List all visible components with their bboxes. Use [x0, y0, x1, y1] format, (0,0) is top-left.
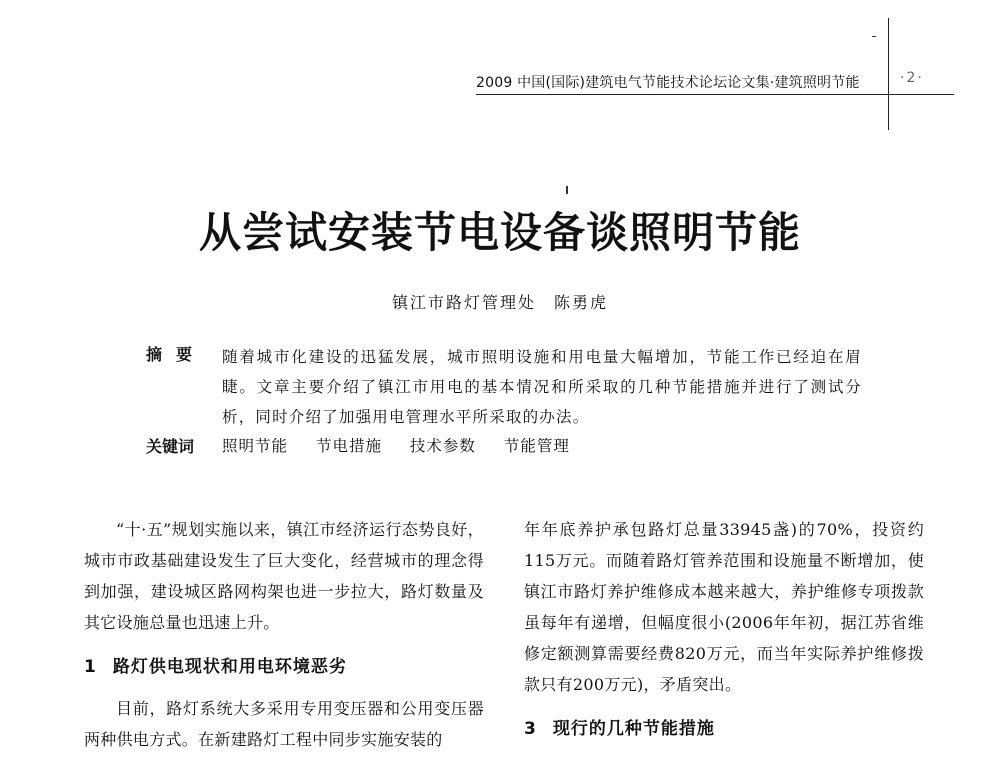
- section-number: 1: [84, 657, 97, 677]
- section-title: 现行的几种节能措施: [552, 719, 715, 739]
- scan-mark-title: [566, 186, 568, 194]
- page-number: ·2·: [900, 70, 924, 86]
- body-column-left: [84, 514, 484, 755]
- abstract-label: 摘要: [146, 345, 207, 364]
- keyword: 照明节能: [222, 437, 289, 455]
- body-paragraph: “十·五”规划实施以来，镇江市经济运行态势良好，城市市政基础建设发生了巨大变化，经营城市的理念得到加强，建设城区路网构架也进一步拉大，路灯数量及其它设施总量也迅速上升。: [84, 520, 484, 632]
- scan-mark: [872, 36, 876, 37]
- abstract-text: 随着城市化建设的迅猛发展，城市照明设施和用电量大幅增加，节能工作已经迫在眉睫。文章主要介绍了镇江市用电的基本情况和所采取的几种节能措施并进行了测试分析，同时介绍了加强用电管理水平所采取的办法。: [222, 348, 862, 426]
- keyword: 技术参数: [409, 437, 476, 455]
- section-title: 路灯供电现状和用电环境恶劣: [112, 657, 347, 677]
- paper-title: 从尝试安装节电设备谈照明节能: [198, 208, 801, 257]
- keyword: 节电措施: [315, 437, 382, 455]
- body-paragraph: 目前，路灯系统大多采用专用变压器和公用变压器两种供电方式。在新建路灯工程中同步实施安装的: [84, 699, 484, 749]
- margin-rule-vertical: [888, 18, 889, 130]
- body-paragraph: 年年底养护承包路灯总量33945盏)的70%，投资约115万元。而随着路灯管养范围和设施量不断增加，使镇江市路灯养护维修成本越来越大，养护维修专项拨款虽每年有递增，但幅度很小(2006年年初，据江苏省维修定额测算需要经费820万元，而当年实际养护维修拨款只有200万元)，矛盾突出。: [524, 520, 924, 694]
- running-header: 2009 中国(国际)建筑电气节能技术论坛论文集·建筑照明节能: [476, 75, 860, 91]
- author-line: [0, 290, 1000, 313]
- keyword: 节能管理: [503, 437, 570, 455]
- keywords-label: 关键词: [146, 437, 195, 456]
- section-heading: [84, 652, 484, 683]
- author-name: 陈勇虎: [554, 293, 609, 312]
- keywords-list: [222, 434, 592, 456]
- section-heading: [524, 714, 924, 745]
- header-rule: [476, 94, 954, 95]
- section-number: 3: [524, 719, 537, 739]
- author-affiliation: 镇江市路灯管理处: [391, 293, 536, 312]
- body-column-right: [524, 514, 924, 755]
